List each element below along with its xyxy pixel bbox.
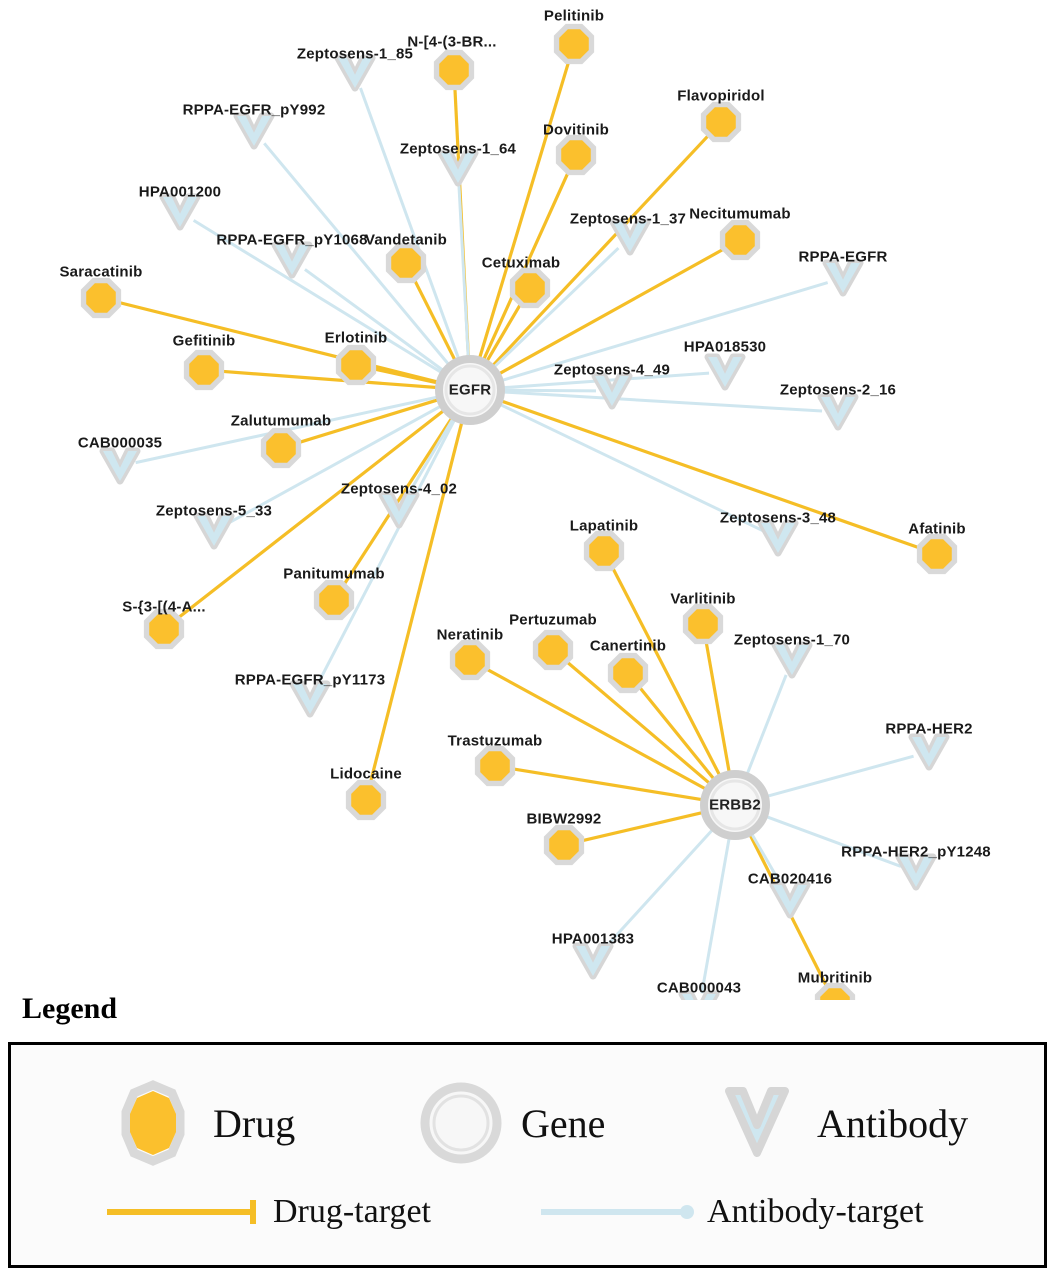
- drug-node-label: Lapatinib: [569, 517, 639, 535]
- antibody-node-label: RPPA-EGFR: [798, 248, 888, 266]
- edge-drug-target: [343, 415, 454, 586]
- legend-label-gene: Gene: [521, 1100, 606, 1146]
- drug-node-label: BIBW2992: [526, 810, 602, 828]
- drug-node-label: Saracatinib: [59, 263, 143, 281]
- antibody-target-edge-icon: [537, 1195, 697, 1229]
- antibody-node-label: Zeptosens-1_37: [569, 210, 687, 228]
- drug-node[interactable]: [455, 645, 485, 675]
- antibody-node-label: RPPA-EGFR_pY992: [182, 101, 326, 119]
- edge-antibody-target: [745, 675, 786, 779]
- drug-node[interactable]: [319, 585, 349, 615]
- legend-item-drug-target: [103, 1193, 431, 1231]
- drug-node[interactable]: [561, 140, 591, 170]
- gene-icon: [415, 1077, 507, 1169]
- drug-node-label: Pertuzumab: [509, 611, 597, 629]
- drug-node[interactable]: [559, 29, 589, 59]
- drug-node-label: N-[4-(3-BR...: [407, 33, 497, 51]
- antibody-node-label: Zeptosens-4_49: [553, 361, 671, 379]
- drug-node[interactable]: [922, 539, 952, 569]
- antibody-node-label: Zeptosens-2_16: [779, 381, 897, 399]
- drug-node[interactable]: [439, 55, 469, 85]
- drug-node-label: Cetuximab: [481, 254, 561, 272]
- edge-drug-target: [479, 59, 570, 361]
- antibody-node-label: RPPA-HER2_pY1248: [841, 843, 991, 861]
- edge-drug-target: [498, 400, 922, 549]
- drug-node-label: Necitumumab: [689, 205, 791, 223]
- antibody-node-label: RPPA-HER2: [885, 720, 973, 738]
- drug-node-label: S-{3-[(4-A...: [122, 598, 206, 616]
- edge-drug-target: [372, 368, 441, 383]
- drug-node-label: Gefitinib: [172, 332, 236, 350]
- gene-node-label: ERBB2: [709, 796, 761, 814]
- antibody-node-label: Zeptosens-4_02: [340, 480, 458, 498]
- antibody-node-label: Zeptosens-1_70: [733, 631, 851, 649]
- drug-node-label: Pelitinib: [543, 7, 605, 25]
- drug-node[interactable]: [149, 614, 179, 644]
- drug-node[interactable]: [613, 658, 643, 688]
- gene-node-label: EGFR: [448, 381, 492, 399]
- drug-node-label: Neratinib: [436, 626, 504, 644]
- drug-node-label: Varlitinib: [670, 590, 736, 608]
- drug-node-label: Lidocaine: [330, 765, 402, 783]
- antibody-node-label: CAB020416: [747, 870, 833, 888]
- drug-node[interactable]: [266, 433, 296, 463]
- legend-item-antibody: [711, 1077, 968, 1169]
- drug-node-label: Canertinib: [589, 637, 667, 655]
- drug-target-edge-icon: [103, 1195, 263, 1229]
- drug-node[interactable]: [480, 751, 510, 781]
- drug-node[interactable]: [515, 273, 545, 303]
- legend-panel: [8, 1042, 1047, 1268]
- drug-node-label: Flavopiridol: [677, 87, 765, 105]
- antibody-node-label: Zeptosens-3_48: [719, 509, 837, 527]
- antibody-node-label: RPPA-EGFR_pY1068: [216, 231, 368, 249]
- drug-node-label: Zalutumumab: [230, 412, 332, 430]
- drug-node-label: Trastuzumab: [447, 732, 543, 750]
- edge-antibody-target: [702, 833, 730, 994]
- edge-drug-target: [491, 134, 711, 368]
- edge-antibody-target: [305, 269, 447, 373]
- antibody-node-label: HPA001200: [138, 183, 222, 201]
- drug-node-label: Dovitinib: [543, 121, 609, 139]
- legend-label-drug-target: Drug-target: [273, 1193, 431, 1230]
- legend-label-antibody-target: Antibody-target: [707, 1193, 924, 1230]
- antibody-node-label: Zeptosens-1_85: [296, 45, 414, 63]
- drug-node[interactable]: [538, 635, 568, 665]
- legend-title: Legend: [22, 992, 118, 1025]
- drug-node[interactable]: [725, 225, 755, 255]
- legend-label-drug: Drug: [213, 1100, 296, 1146]
- antibody-node-label: HPA018530: [683, 338, 767, 356]
- legend-item-gene: [415, 1077, 605, 1169]
- drug-node[interactable]: [341, 350, 371, 380]
- antibody-icon: [711, 1077, 803, 1169]
- drug-icon: [107, 1077, 199, 1169]
- drug-node[interactable]: [688, 609, 718, 639]
- edge-antibody-target: [459, 184, 469, 362]
- legend-item-drug: [107, 1077, 295, 1169]
- legend-item-antibody-target: [537, 1193, 924, 1231]
- antibody-node-label: Zeptosens-5_33: [155, 502, 273, 520]
- edge-antibody-target: [498, 392, 822, 411]
- antibody-node-label: HPA001383: [551, 930, 635, 948]
- legend-label-antibody: Antibody: [817, 1100, 969, 1146]
- drug-node[interactable]: [549, 830, 579, 860]
- drug-node[interactable]: [351, 785, 381, 815]
- edge-antibody-target: [498, 390, 596, 391]
- antibody-node-label: Zeptosens-1_64: [399, 140, 517, 158]
- drug-node[interactable]: [589, 536, 619, 566]
- drug-node[interactable]: [189, 355, 219, 385]
- drug-node[interactable]: [86, 283, 116, 313]
- antibody-node-label: CAB000035: [77, 434, 163, 452]
- drug-node-label: Erlotinib: [324, 329, 388, 347]
- drug-node-label: Mubritinib: [797, 969, 873, 987]
- antibody-node-label: CAB000043: [656, 979, 742, 997]
- edge-antibody-target: [762, 756, 914, 797]
- antibody-node-label: RPPA-EGFR_pY1173: [234, 671, 386, 689]
- drug-node-label: Afatinib: [908, 520, 966, 538]
- drug-node-label: Panitumumab: [283, 565, 385, 583]
- drug-node-label: Vandetanib: [364, 231, 448, 249]
- drug-node[interactable]: [706, 107, 736, 137]
- drug-node[interactable]: [391, 248, 421, 278]
